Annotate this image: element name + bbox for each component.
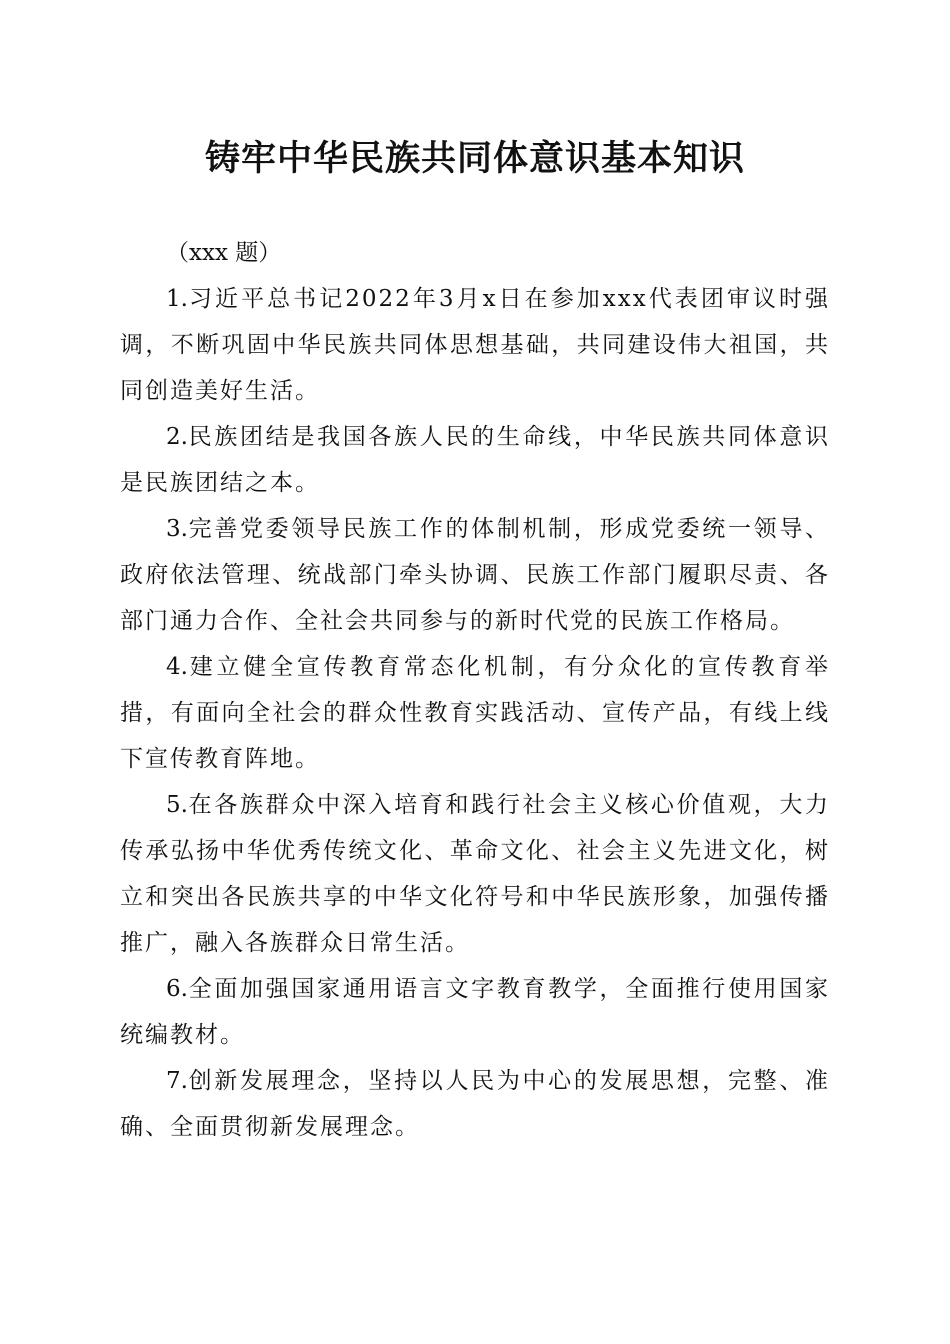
item-number: 7. [166, 1068, 188, 1094]
list-item [120, 1058, 830, 1150]
list-item [120, 414, 830, 506]
list-item [120, 644, 830, 782]
list-item [120, 782, 830, 966]
item-text: 民族团结是我国各族人民的生命线，中华民族共同体意识是民族团结之本。 [120, 424, 830, 496]
item-text: 在各族群众中深入培育和践行社会主义核心价值观，大力传承弘扬中华优秀传统文化、革命文化、社会主义先进文化，树立和突出各民族共享的中华文化符号和中华民族形象，加强传播推广，融入各族群众日常生活。 [120, 792, 830, 956]
item-text: 完善党委领导民族工作的体制机制，形成党委统一领导、政府依法管理、统战部门牵头协调、民族工作部门履职尽责、各部门通力合作、全社会共同参与的新时代党的民族工作格局。 [120, 516, 830, 634]
item-number: 2. [166, 424, 188, 450]
question-count-subtitle: （xxx 题） [166, 240, 282, 266]
item-text: 全面加强国家通用语言文字教育教学，全面推行使用国家统编教材。 [120, 976, 830, 1048]
list-item [120, 966, 830, 1058]
item-number: 3. [166, 516, 188, 542]
page-title: 铸牢中华民族共同体意识基本知识 [204, 138, 745, 179]
item-text: 创新发展理念，坚持以人民为中心的发展思想，完整、准确、全面贯彻新发展理念。 [120, 1068, 830, 1140]
item-text: 习近平总书记2022年3月x日在参加xxx代表团审议时强调，不断巩固中华民族共同体思想基础，共同建设伟大祖国，共同创造美好生活。 [120, 286, 830, 404]
item-text: 建立健全宣传教育常态化机制，有分众化的宣传教育举措，有面向全社会的群众性教育实践活动、宣传产品，有线上线下宣传教育阵地。 [120, 654, 830, 772]
list-item [120, 276, 830, 414]
list-item [120, 506, 830, 644]
item-number: 1. [166, 286, 188, 312]
document-body [120, 230, 830, 1150]
item-number: 4. [166, 654, 188, 680]
item-number: 6. [166, 976, 188, 1002]
item-number: 5. [166, 792, 188, 818]
